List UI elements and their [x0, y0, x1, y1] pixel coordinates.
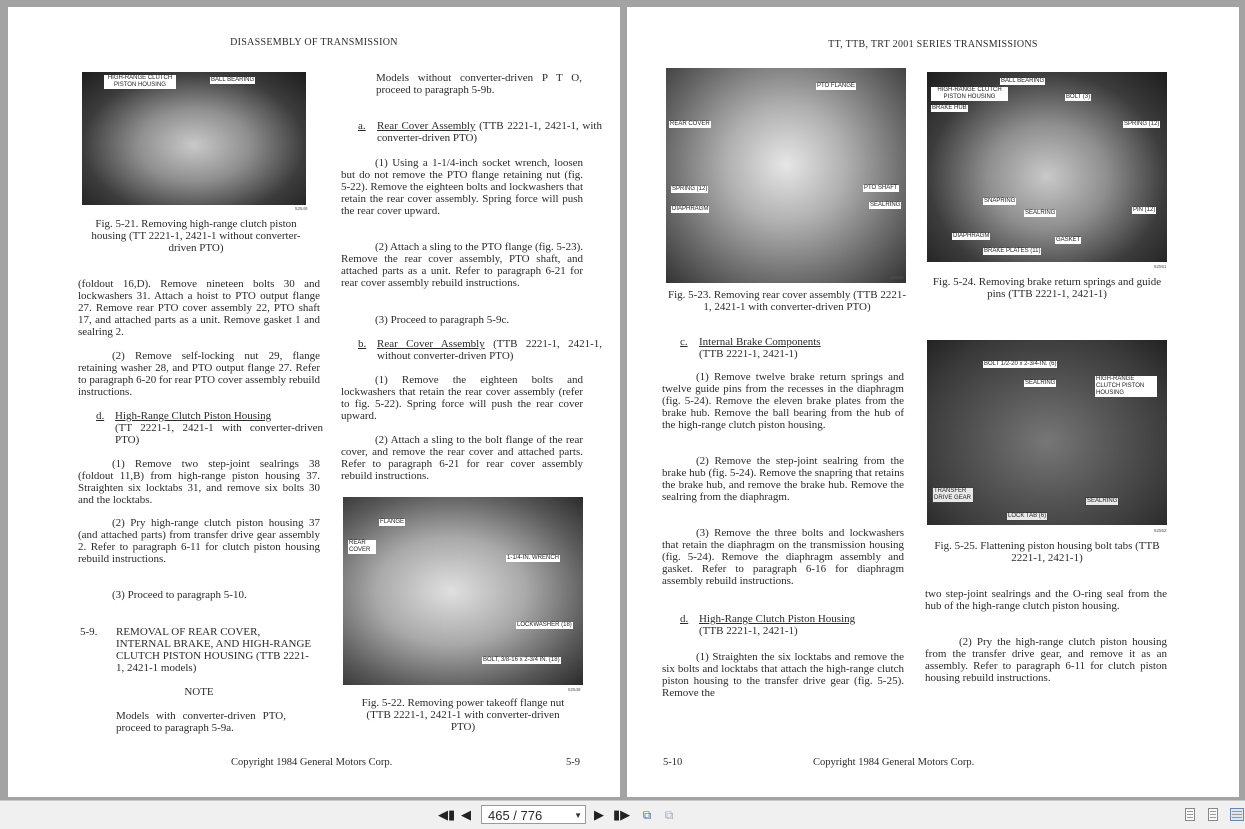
first-page-icon[interactable]: ◀▮: [438, 807, 456, 822]
figure-label: DIAPHRAGM: [953, 233, 990, 239]
section-title: REMOVAL OF REAR COVER, INTERNAL BRAKE, AND HIGH-RANGE CLUTCH PISTON HOUSING (TTB 2221-1, 2421-1 models): [116, 626, 312, 674]
paragraph: (2) Attach a sling to the PTO flange (fig. 5-23). Remove the rear cover assembly, PTO shaft, and attached parts as a unit. Refer to paragraph 6-21 for rear cover assembly rebuild instructions.: [341, 241, 583, 289]
subsection-letter: d.: [96, 410, 105, 422]
paragraph: (2) Pry the high-range clutch piston housing from the transfer drive gear, and remove it as an assembly. Refer to paragraph 6-11 for clutch piston housing rebuild instructions.: [925, 636, 1167, 684]
page-number-field[interactable]: [481, 805, 586, 824]
paragraph: (1) Using a 1-1/4-inch socket wrench, loosen but do not remove the PTO flange retaining nut (fig. 5-22). Remove the eighteen bolts and lockwashers that retain the rear cover assembly. Spring force will push the rear cover upward.: [341, 157, 583, 217]
two-page-icon[interactable]: [1230, 808, 1244, 821]
paragraph: Models without converter-driven P T O, proceed to paragraph 5-9b.: [376, 72, 582, 96]
subsection-title: High-Range Clutch Piston Housing: [115, 410, 272, 422]
subsection-models: (TTB 2221-1, 2421-1): [699, 348, 798, 360]
figure-5-24-photo: [927, 72, 1167, 262]
figure-5-23-photo: [666, 68, 906, 283]
paragraph: (1) Remove two step-joint sealrings 38 (foldout 11,B) from high-range piston housing 37. Straighten six locktabs 31, and remove six bolts 30 and the locktabs.: [78, 458, 320, 506]
figure-5-22-photo: [343, 497, 583, 685]
paragraph: (2) Remove self-locking nut 29, flange retaining washer 28, and PTO output flange 27. Refer to paragraph 6-20 for rear PTO cover assembly rebuild instructions.: [78, 350, 320, 398]
figure-label: HIGH-RANGE CLUTCH PISTON HOUSING: [931, 87, 1008, 101]
subsection-models: (TT 2221-1, 2421-1 with converter-driven PTO): [115, 422, 323, 446]
section-number: 5-9.: [80, 626, 98, 638]
figure-label: SEALRING: [1025, 210, 1056, 216]
figure-label: PTO FLANGE: [817, 83, 855, 89]
figure-number: 52550: [891, 275, 904, 280]
subsection-heading: [680, 336, 921, 360]
dropdown-arrow-icon[interactable]: ▼: [574, 811, 582, 820]
figure-label: HIGH-RANGE CLUTCH PISTON HOUSING: [1095, 376, 1157, 397]
figure-label: BRAKE HUB: [932, 105, 967, 111]
figure-caption: Fig. 5-24. Removing brake return springs and guide pins (TTB 2221-1, 2421-1): [932, 276, 1162, 300]
paragraph: (2) Attach a sling to the bolt flange of the rear cover, and remove the rear cover and attached parts. Refer to paragraph 6-21 for rear cover assembly rebuild instructions.: [341, 434, 583, 482]
fit-page-icon[interactable]: ⧉: [642, 808, 652, 822]
figure-label: REAR COVER: [348, 540, 376, 554]
viewer-toolbar: [0, 800, 1245, 829]
page-number: 5-9: [566, 757, 580, 768]
figure-label: FLANGE: [380, 519, 405, 525]
last-page-icon[interactable]: ▮▶: [613, 807, 631, 822]
paragraph: (1) Straighten the six locktabs and remove the six bolts and locktabs that attach the high-range clutch piston housing to the transfer drive gear (fig. 5-25). Remove the: [662, 651, 904, 699]
subsection-letter: c.: [680, 336, 688, 348]
subsection-title: High-Range Clutch Piston Housing: [699, 613, 856, 625]
subsection-title: Internal Brake Components: [699, 336, 821, 348]
subsection-heading: [358, 338, 602, 362]
figure-label: SPRING (12): [1124, 121, 1160, 127]
note-text: Models with converter-driven PTO, proceed to paragraph 5-9a.: [116, 710, 286, 734]
paragraph: (1) Remove twelve brake return springs and twelve guide pins from the recesses in the diaphragm (fig. 5-24). Remove the eleven brake plates from the brake hub. Remove the ball bearing from the hub of the high-range clutch piston housing.: [662, 371, 904, 431]
figure-number: 52551: [1154, 264, 1167, 269]
subsection-letter: b.: [358, 338, 367, 350]
figure-caption: Fig. 5-23. Removing rear cover assembly (TTB 2221-1, 2421-1 with converter-driven PTO): [668, 289, 906, 313]
subsection-models: (TTB 2221-1, 2421-1, with converter-driven PTO): [377, 120, 602, 144]
figure-caption: Fig. 5-25. Flattening piston housing bolt tabs (TTB 2221-1, 2421-1): [934, 540, 1160, 564]
paragraph: (foldout 16,D). Remove nineteen bolts 30 and lockwashers 31. Attach a hoist to PTO output flange 27. Remove rear PTO cover assembly 22, PTO shaft 17, and attached parts as a unit. Remove gasket 1 and sealring 2.: [78, 278, 320, 338]
subsection-letter: a.: [358, 120, 366, 132]
paragraph: (1) Remove the eighteen bolts and lockwashers that retain the rear cover assembly (refer to fig. 5-22). Spring force will push the rear cover upward.: [341, 374, 583, 422]
figure-label: BALL BEARING: [1001, 78, 1045, 84]
copyright: Copyright 1984 General Motors Corp.: [813, 757, 975, 768]
figure-label: BOLT, 3/8-16 x 2-3/4 IN. (18): [483, 657, 560, 663]
figure-label: TRANSFER DRIVE GEAR: [932, 487, 974, 503]
figure-label: LOCKWASHER (18): [517, 622, 572, 628]
figure-label: SEALRING: [870, 202, 901, 208]
page-number-value: 465 / 776: [488, 808, 543, 823]
left-page: [8, 7, 620, 797]
figure-label: HIGH-RANGE CLUTCH PISTON HOUSING: [104, 75, 176, 89]
figure-label: REAR COVER: [670, 121, 710, 127]
figure-label: DIAPHRAGM: [672, 206, 709, 212]
subsection-models: (TTB 2221-1, 2421-1): [699, 625, 798, 637]
figure-label: PTO SHAFT: [864, 185, 898, 191]
figure-label: SEALRING: [1087, 498, 1118, 504]
figure-label: BOLT 1/2-20 x 2-3/4-IN. (6): [984, 361, 1057, 367]
figure-label: SEALRING: [1025, 380, 1056, 386]
subsection-title: Rear Cover Assembly: [377, 338, 485, 350]
figure-number: 52549: [295, 206, 308, 211]
subsection-heading: [680, 613, 921, 637]
single-page-icon[interactable]: [1185, 808, 1195, 821]
subsection-letter: d.: [680, 613, 689, 625]
figure-label: SPRING (12): [672, 186, 708, 192]
paragraph: (3) Proceed to paragraph 5-10.: [112, 589, 247, 601]
subsection-models: (TTB 2221-1, 2421-1, without converter-driven PTO): [377, 338, 603, 362]
subsection-heading: [96, 410, 323, 446]
figure-label: BOLT (3): [1066, 94, 1091, 100]
note-heading: NOTE: [184, 686, 214, 698]
figure-5-25-photo: [927, 340, 1167, 525]
page-header: TT, TTB, TRT 2001 SERIES TRANSMISSIONS: [828, 39, 1038, 50]
previous-page-icon[interactable]: ◀: [461, 807, 471, 822]
fit-width-icon[interactable]: ⧉: [664, 808, 674, 822]
paragraph: (2) Pry high-range clutch piston housing 37 (and attached parts) from transfer drive gear assembly 2. Refer to paragraph 6-11 for clutch piston housing rebuild instructions.: [78, 517, 320, 565]
right-page: [627, 7, 1239, 797]
figure-caption: Fig. 5-21. Removing high-range clutch piston housing (TT 2221-1, 2421-1 without converter-driven PTO): [91, 218, 301, 254]
paragraph: two step-joint sealrings and the O-ring seal from the hub of the high-range clutch piston housing.: [925, 588, 1167, 612]
figure-number: 52552: [1154, 528, 1167, 533]
page-header: DISASSEMBLY OF TRANSMISSION: [230, 37, 398, 48]
subsection-title: Rear Cover Assembly: [377, 120, 476, 132]
continuous-icon[interactable]: [1208, 808, 1218, 821]
figure-label: 1-1/4-IN. WRENCH: [507, 555, 560, 561]
paragraph: (2) Remove the step-joint sealring from the brake hub (fig. 5-24). Remove the snapring that retains the brake hub, and remove the brake hub. Remove the sealring from the diaphragm.: [662, 455, 904, 503]
figure-number: 52548: [568, 687, 581, 692]
next-page-icon[interactable]: ▶: [594, 807, 604, 822]
figure-label: GASKET: [1056, 237, 1081, 243]
subsection-heading: [358, 120, 602, 144]
figure-label: SNAPRING: [984, 198, 1016, 204]
paragraph: (3) Proceed to paragraph 5-9c.: [375, 314, 510, 326]
copyright: Copyright 1984 General Motors Corp.: [231, 757, 393, 768]
figure-label: BRAKE PLATES (11): [984, 248, 1041, 254]
figure-caption: Fig. 5-22. Removing power takeoff flange nut (TTB 2221-1, 2421-1 with converter-driven PTO): [361, 697, 565, 733]
figure-label: BALL BEARING: [211, 77, 255, 83]
page-number: 5-10: [663, 757, 683, 768]
figure-label: LOCK TAB (6): [1008, 513, 1047, 519]
paragraph: (3) Remove the three bolts and lockwashers that retain the diaphragm on the transmission housing (fig. 5-24). Remove the diaphragm assembly and gasket. Refer to paragraph 6-16 for diaphragm assembly rebuild instructions.: [662, 527, 904, 587]
figure-5-21-photo: [82, 72, 306, 205]
figure-label: PIN (12): [1133, 207, 1156, 213]
